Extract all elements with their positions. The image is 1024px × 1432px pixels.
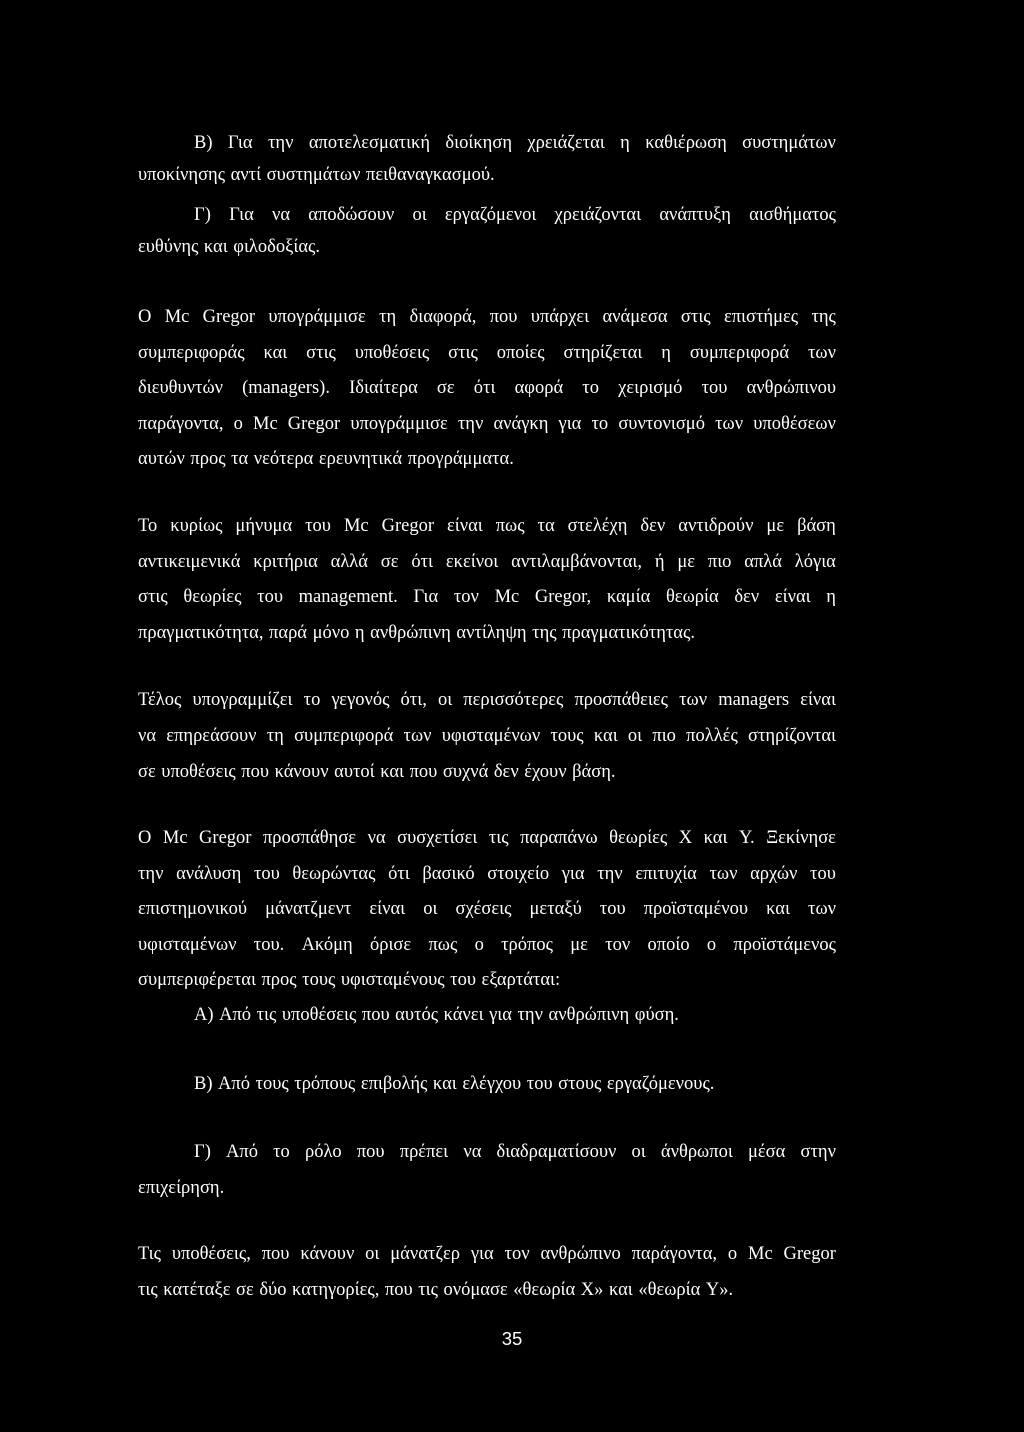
- page-number: 35: [501, 1328, 523, 1349]
- text-line: Α) Από τις υποθέσεις που αυτός κάνει για την ανθρώπινη φύση.: [194, 1005, 679, 1025]
- text-line: Το κυρίως μήνυμα του Mc Gregor είναι πως τα στελέχη δεν αντιδρούν με βάση: [138, 516, 836, 536]
- text-line: πραγματικότητα, παρά μόνο η ανθρώπινη αντίληψη της πραγματικότητας.: [138, 622, 695, 643]
- text-line: επιστημονικού μάνατζμεντ είναι οι σχέσεις μεταξύ του προϊσταμένου και των: [138, 899, 836, 919]
- text-line: Γ) Για να αποδώσουν οι εργαζόμενοι χρειάζονται ανάπτυξη αισθήματος: [194, 205, 836, 225]
- text-line: Τέλος υπογραμμίζει το γεγονός ότι, οι περισσότερες προσπάθειες των managers είναι: [138, 690, 836, 710]
- text-line: αντικειμενικά κριτήρια αλλά σε ότι εκείνοι αντιλαμβάνονται, ή με πιο απλά λόγια: [138, 551, 836, 572]
- text-line: συμπεριφέρεται προς τους υφισταμένους του εξαρτάται:: [138, 970, 561, 990]
- text-line: Β) Από τους τρόπους επιβολής και ελέγχου του στους εργαζόμενους.: [194, 1074, 715, 1094]
- text-line: Ο Mc Gregor προσπάθησε να συσχετίσει τις παραπάνω θεωρίες Χ και Υ. Ξεκίνησε: [138, 828, 836, 848]
- text-line: Γ) Από το ρόλο που πρέπει να διαδραματίσουν οι άνθρωποι μέσα στην: [194, 1142, 836, 1162]
- text-line: σε υποθέσεις που κάνουν αυτοί και που συχνά δεν έχουν βάση.: [138, 762, 616, 782]
- text-line: να επηρεάσουν τη συμπεριφορά των υφισταμένων τους και οι πιο πολλές στηρίζονται: [138, 726, 836, 746]
- text-line: υφισταμένων του. Ακόμη όρισε πως ο τρόπος με τον οποίο ο προϊστάμενος: [138, 934, 836, 955]
- text-line: αυτών προς τα νεότερα ερευνητικά προγράμματα.: [138, 449, 514, 469]
- text-line: ευθύνης και φιλοδοξίας.: [138, 236, 320, 257]
- text-line: παράγοντα, ο Mc Gregor υπογράμμισε την ανάγκη για το συντονισμό των υποθέσεων: [138, 413, 836, 434]
- text-line: Β) Για την αποτελεσματική διοίκηση χρειάζεται η καθιέρωση συστημάτων: [194, 133, 836, 153]
- text-line: συμπεριφοράς και στις υποθέσεις στις οποίες στηρίζεται η συμπεριφορά των: [138, 342, 836, 363]
- text-line: διευθυντών (managers). Ιδιαίτερα σε ότι αφορά το χειρισμό του ανθρώπινου: [138, 378, 836, 398]
- text-line: υποκίνησης αντί συστημάτων πειθαναγκασμού.: [138, 164, 495, 185]
- text-line: την ανάλυση του θεωρώντας ότι βασικό στοιχείο για την επιτυχία των αρχών του: [138, 863, 836, 884]
- text-line: Ο Mc Gregor υπογράμμισε τη διαφορά, που υπάρχει ανάμεσα στις επιστήμες της: [138, 307, 836, 327]
- text-line: στις θεωρίες του management. Για τον Mc Gregor, καμία θεωρία δεν είναι η: [138, 587, 836, 607]
- text-line: επιχείρηση.: [138, 1177, 225, 1198]
- text-line: τις κατέταξε σε δύο κατηγορίες, που τις ονόμασε «θεωρία Χ» και «θεωρία Υ».: [138, 1279, 734, 1300]
- text-line: Τις υποθέσεις, που κάνουν οι μάνατζερ για τον ανθρώπινο παράγοντα, ο Mc Gregor: [138, 1244, 836, 1264]
